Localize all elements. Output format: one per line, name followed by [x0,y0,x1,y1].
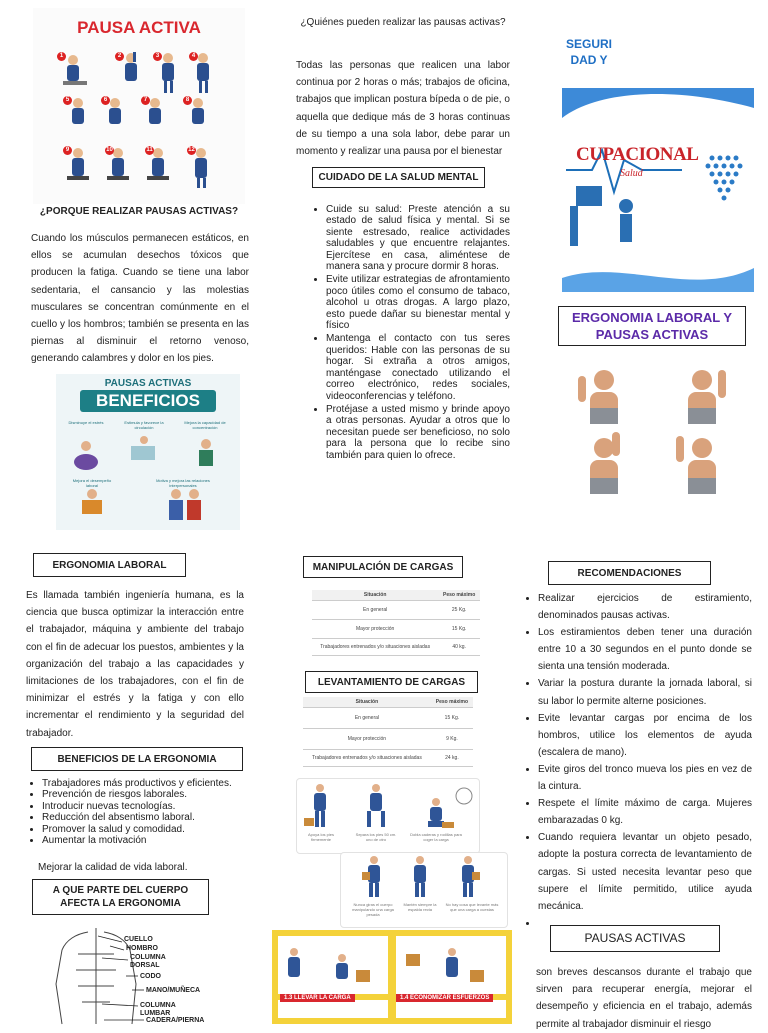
step-number-2: 2 [115,52,124,61]
benefit-1: • Trabajadores más productivos y eficientes. [42,778,246,789]
table-cell: 40 kg. [438,639,480,656]
body-label-hand: MANO/MUÑECA [146,987,201,994]
lift-table-wrap [303,697,473,767]
benefit-3: • Introducir nuevas tecnologías. [42,801,246,812]
benefit-item-5: Motiva y mejora las relaciones interpersonales [156,478,210,488]
step-number-9: 9 [63,146,72,155]
manip-table [312,590,480,656]
lift-cap-3: Dobla caderas y rodillas para coger la carga [410,832,462,842]
table-row [303,750,473,767]
body-label-hip: CADERA/PIERNA [146,1017,205,1024]
lifting-technique-illustration [296,778,508,926]
step-number-3: 3 [153,52,162,61]
lift-col-peso: Peso máximo [431,697,473,708]
rec-item-3: • Variar la postura durante la jornada laboral, si su labor lo permite alterne posiciones. [538,675,752,709]
cover-title-partial: SEGURI DAD Y [565,37,612,67]
benefit-5: • Promover la salud y comodidad. [42,824,246,835]
rec-item-2: • Los estiramientos deben tener una duración entre 10 a 30 segundos en el punto donde se sienta una tensión moderada. [538,624,752,675]
table-row [303,708,473,729]
ergo-text: Es llamada también ingeniería humana, es la ciencia que busca optimizar la interacción entre el trabajador, máquina y ambiente del trabajo con el fin de adecuar los puestos, ambientes y la organización del trabajo a las capacidades y limitaciones de los trabajadores, con el fin de minimizar el estrés y la fatiga y con ello incrementar el rendimiento y la seguridad del trabajador. [26,590,244,739]
cover-logo-text: CUPACIONAL [576,144,699,165]
lift-cap-6: No hay cosa que levante más que una carga a cuestas [445,902,499,912]
manip-table-wrap [312,590,480,656]
lift-cap-1: Apoya los pies firmemente [307,832,334,842]
body-parts-diagram [48,924,244,1024]
lift-col-situacion: Situación [303,697,431,708]
lift-heading: LEVANTAMIENTO DE CARGAS [305,671,478,693]
lift-cap-5: Mantén siempre la espalda recta [403,902,437,912]
table-cell: 15 Kg. [431,708,473,729]
ergo-heading: ERGONOMIA LABORAL [33,553,186,577]
step-number-11: 11 [146,147,153,153]
benefits-extra: Mejorar la calidad de vida laboral. [38,862,188,873]
benefits-poster [56,374,240,530]
mental-item-2: • Evite utilizar estrategias de afrontamiento poco útiles como el consumo de tabaco, alcohol u otras drogas. A largo plazo, esto puede dañar su bienestar mental y físico [326,274,510,331]
table-row [312,601,480,620]
mental-heading: CUIDADO DE LA SALUD MENTAL [312,167,485,188]
table-cell: Mayor protección [303,729,431,750]
carry-label-1: 1.3 LLEVAR LA CARGA [280,994,355,1002]
body-label-lumbar: COLUMNA LUMBAR [140,1002,176,1017]
brochure-title: ERGONOMIA LABORAL Y PAUSAS ACTIVAS [558,306,746,346]
why-heading: ¿PORQUE REALIZAR PAUSAS ACTIVAS? [39,206,239,217]
mental-item-1: • Cuide su salud: Preste atención a su estado de salud física y mental. Si se siente estresado, realice actividades saludables y que encuentre relajantes. Ejercítese en casa, aliméntese de manera sana y procure dormir 8 horas. [326,204,510,272]
table-row [312,620,480,639]
table-cell: 25 Kg. [438,601,480,620]
who-heading: ¿Quiénes pueden realizar las pausas activas? [300,17,506,28]
poster-title: PAUSA ACTIVA [77,18,201,37]
body-label-neck: CUELLO [124,936,153,943]
benefit-6: • Aumentar la motivación [42,835,246,846]
step-number-8: 8 [183,96,192,105]
stretch-figures-illustration [33,8,245,204]
body-label-shoulder: HOMBRO [126,945,158,952]
rec-item-6: • Respete el límite máximo de carga. Mujeres embarazadas 0 kg. [538,795,752,829]
benefits-poster-title: PAUSAS ACTIVAS [104,378,192,389]
manip-col-peso: Peso máximo [438,590,480,601]
rec-item-5: • Evite giros del tronco mueva los pies en vez de la cintura. [538,761,752,795]
table-row [303,729,473,750]
rec-item-7: • Cuando requiera levantar un objeto pesado, adopte la postura correcta de levantamiento de cargas. Si usted necesita levantar peso que supere el límite permitido, utilice ayuda mecánica. [538,829,752,914]
table-cell: Mayor protección [312,620,438,639]
table-cell: En general [303,708,431,729]
benefit-item-2: Estimula y favorece la circulación [124,420,164,430]
carry-label-2: 1.4 ECONOMIZAR ESFUERZOS [396,994,493,1002]
benefit-item-4: Mejora el desempeño laboral [72,478,112,488]
benefits-people-illustration [56,374,240,530]
step-number-10: 10 [106,147,113,153]
body-heading: A QUE PARTE DEL CUERPO AFECTA LA ERGONOMIA [32,879,209,915]
step-number-5: 5 [63,96,72,105]
benefits-list [24,778,246,846]
benefits-heading: BENEFICIOS DE LA ERGONOMIA [31,747,243,771]
mental-item-4: • Protéjase a usted mismo y brinde apoyo a otras personas. Ayudar a otros que lo necesitan puede ser beneficioso, no solo para la persona que lo recibe sino también para quien lo ofrece. [326,404,510,461]
step-number-4: 4 [189,52,198,61]
table-cell: En general [312,601,438,620]
cover-logo-sub: Salud [620,168,643,179]
step-number-7: 7 [141,96,150,105]
step-number-1: 1 [57,52,66,61]
step-number-12: 12 [188,147,195,153]
benefit-4: • Reducción del absentismo laboral. [42,812,246,823]
mental-item-3: • Mantenga el contacto con tus seres queridos: Hable con las personas de su hogar. Si extraña a otros amigos, manténgase conectado utilizando el correo electrónico, redes sociales, videoconferencias y teléfono. [326,333,510,401]
lift-cap-4: Nunca giras el cuerpo manipulando una carga pesada [352,902,394,917]
body-label-dorsal: COLUMNA DORSAL [130,954,166,969]
table-cell: Trabajadores entrenados y/o situaciones aisladas [312,639,438,656]
table-cell: 15 Kg. [438,620,480,639]
step-number-6: 6 [101,96,110,105]
pausas-text: son breves descansos durante el trabajo que sirven para recuperar energía, mejorar el desempeño y eficiencia en el trabajo, además permite al trabajador disminuir el riesgo [536,967,752,1030]
rec-item-4: • Evite levantar cargas por encima de los hombros, utilice los elementos de ayuda (escalera de mano). [538,710,752,761]
benefit-2: • Prevención de riesgos laborales. [42,789,246,800]
manip-heading: MANIPULACIÓN DE CARGAS [303,556,463,578]
pausas-heading: PAUSAS ACTIVAS [550,925,720,952]
mental-list [308,204,510,461]
salud-ocupacional-logo [562,88,754,292]
benefits-poster-banner: BENEFICIOS [80,390,216,412]
benefit-item-1: Disminuye el estrés [68,420,104,425]
lift-cap-2: Separa los pies 50 cm. uno de otro [355,832,397,842]
manip-col-situacion: Situación [312,590,438,601]
benefit-item-3: Mejora la capacidad de concentración [184,420,226,430]
lift-table [303,697,473,767]
neck-stretch-photos [572,356,742,496]
table-cell: Trabajadores entrenados y/o situaciones aisladas [303,750,431,767]
why-text: Cuando los músculos permanecen estáticos, en ellos se acumulan desechos tóxicos que producen la fatiga. Cuando se tiene una labor sedentaria, el cansancio y las molestias musculares se concentran comúnmente en el cuello y los hombros; también se presenta en las piernas al disminuir el retorno venoso, generando calambres y dolor en los pies. [31,233,249,365]
table-row [312,639,480,656]
table-cell: 9 Kg. [431,729,473,750]
rec-heading: RECOMENDACIONES [548,561,711,585]
pausa-activa-poster [33,8,245,204]
carry-load-poster [272,930,512,1024]
table-cell: 24 kg. [431,750,473,767]
who-text: Todas las personas que realicen una labor continua por 2 horas o más; trabajos de oficina, trabajos que implican postura bípeda o de pie, o aquella que dedique más de 3 horas continuas de su tiempo a una sola labor, debe parar un momento y realizar una pausa por el bienestar [296,60,510,158]
rec-item-1: • Realizar ejercicios de estiramiento, denominados pausas activas. [538,590,752,624]
rec-list [520,590,752,932]
body-label-elbow: CODO [140,973,161,980]
